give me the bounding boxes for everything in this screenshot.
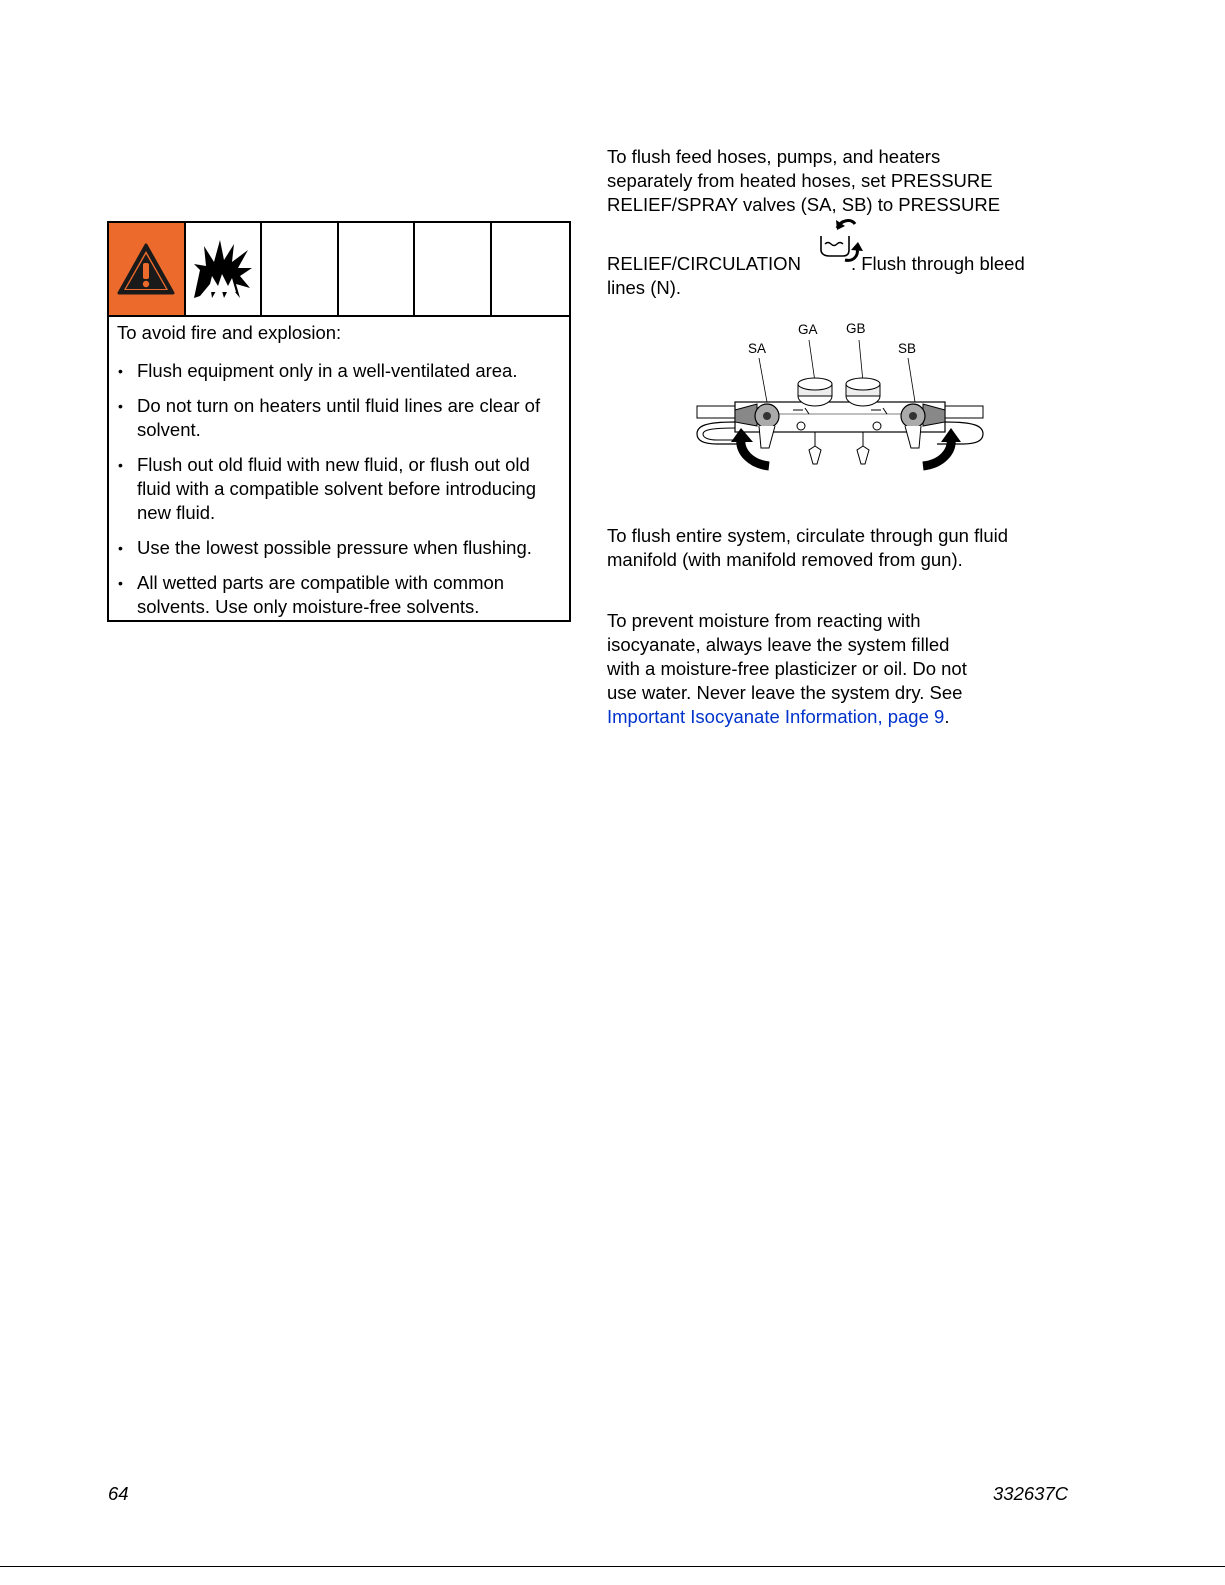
text-line: To flush feed hoses, pumps, and heaters [607, 146, 941, 167]
circulation-line [607, 252, 1067, 300]
isocyanate-info-link[interactable]: Important Isocyanate Information, page 9 [607, 706, 945, 727]
warning-intro: To avoid fire and explosion: [117, 322, 342, 343]
callout-sa: SA [748, 341, 767, 356]
text-line: To prevent moisture from reacting with [607, 610, 921, 631]
callout-ga: GA [798, 322, 818, 337]
text-line: RELIEF/SPRAY valves (SA, SB) to PRESSURE [607, 194, 1001, 215]
pressure-relief-valves-figure [695, 318, 985, 473]
flush-entire-system-paragraph [607, 524, 1057, 572]
flush-feed-hoses-paragraph [607, 145, 1067, 217]
warning-icon-row [109, 223, 569, 317]
callout-gb: GB [846, 321, 866, 336]
text-line: with a moisture-free plasticizer or oil. Do not [607, 658, 967, 679]
warning-box [107, 221, 571, 622]
explosion-icon [190, 236, 256, 302]
warning-item: • All wetted parts are compatible with common solvents. Use only moisture-free solvents. [117, 571, 567, 619]
isocyanate-paragraph [607, 609, 1067, 729]
bottom-rule [0, 1566, 1225, 1567]
empty-icon-cell-3 [415, 223, 492, 315]
text-line: To flush entire system, circulate through gun fluid manifold (with manifold removed from gun). [607, 525, 1009, 570]
warning-triangle-cell [109, 223, 186, 315]
text-line: isocyanate, always leave the system filled [607, 634, 950, 655]
manifold-diagram [695, 318, 985, 473]
callout-sb: SB [898, 341, 917, 356]
document-id: 332637C [993, 1483, 1069, 1504]
warning-text [117, 321, 567, 630]
warning-item: • Do not turn on heaters until fluid lines are clear of solvent. [117, 394, 567, 442]
text-line: . Flush through bleed [850, 253, 1025, 274]
text-line: . [944, 706, 950, 727]
warning-item: • Flush equipment only in a well-ventilated area. [117, 359, 567, 383]
empty-icon-cell-2 [339, 223, 416, 315]
circulation-icon [817, 214, 863, 264]
text-line: use water. Never leave the system dry. See [607, 682, 963, 703]
warning-triangle-icon [116, 241, 176, 297]
text-line: lines (N). [607, 277, 682, 298]
warning-item: • Use the lowest possible pressure when flushing. [117, 536, 567, 560]
empty-icon-cell-1 [262, 223, 339, 315]
empty-icon-cell-4 [492, 223, 569, 315]
text-line: separately from heated hoses, set PRESSURE [607, 170, 993, 191]
warning-item: • Flush out old fluid with new fluid, or flush out old fluid with a compatible solvent before introducing new fluid. [117, 453, 567, 525]
text-line: RELIEF/CIRCULATION [607, 253, 801, 274]
page-number: 64 [108, 1483, 129, 1504]
explosion-cell [186, 223, 263, 315]
